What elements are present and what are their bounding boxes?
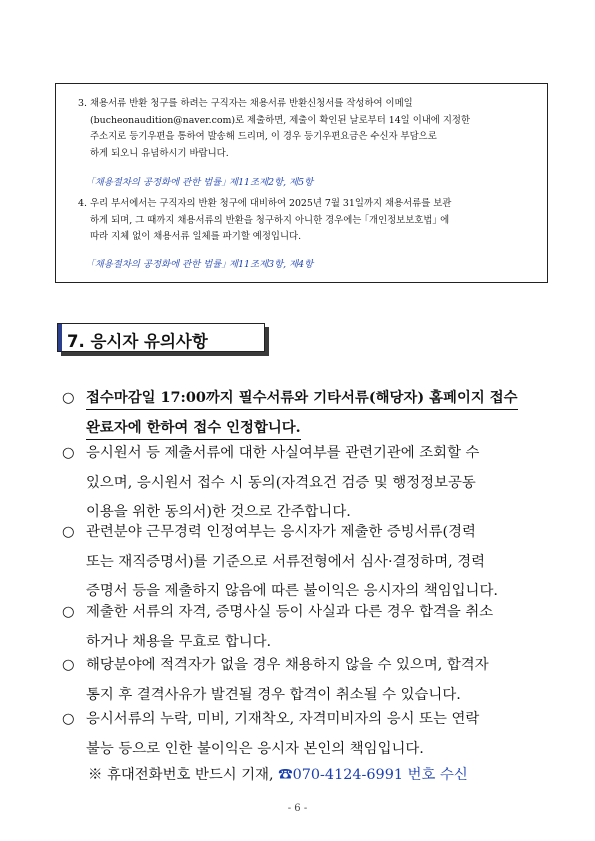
list-item (62, 383, 540, 442)
text-line: 제출한 서류의 자격, 증명사실 등이 사실과 다른 경우 합격을 취소 (86, 604, 494, 620)
text-line: 해당분야에 적격자가 없을 경우 채용하지 않을 수 있으며, 합격자 (86, 657, 489, 673)
text-line: 또는 재직증명서)를 기준으로 서류전형에서 심사·결정하며, 경력 (86, 553, 486, 570)
circle-bullet-icon: ○ (62, 389, 75, 406)
text-line: 관련분야 근무경력 인정여부는 응시자가 제출한 증빙서류(경력 (86, 524, 476, 540)
text-line: 우리 부서에서는 구직자의 반환 청구에 대비하여 2025년 7월 31일까지 채용서류를 보관 (90, 198, 452, 209)
law-reference: ｢채용절차의 공정화에 관한 법률｣ 제11조제3항, 제4항 (90, 259, 314, 270)
text-line: 주소지로 등기우편을 통하여 발송해 드리며, 이 경우 등기우편요금은 수신자 부담으로 (90, 131, 437, 142)
section-title: 7. 응시자 유의사항 (67, 332, 208, 351)
text-line: (bucheonaudition@naver.com)로 제출하면, 제출이 확인된 날로부터 14일 이내에 지정한 (90, 114, 471, 126)
text-line: 있으며, 응시원서 접수 시 동의(자격요건 검증 및 행정정보공동 (86, 474, 476, 491)
item-number: 4. (78, 198, 87, 209)
text-line: 완료자에 한하여 접수 인정합니다. (86, 417, 301, 440)
list-item (62, 705, 540, 764)
circle-bullet-icon: ○ (62, 524, 75, 540)
circle-bullet-icon: ○ (62, 711, 75, 727)
text-line: 증명서 등을 제출하지 않음에 따른 불이익은 응시자의 책임입니다. (86, 583, 498, 599)
section-accent-bar (58, 324, 62, 351)
phone-number: ☎070-4124-6991 번호 수신 (278, 767, 468, 783)
circle-bullet-icon: ○ (62, 657, 75, 673)
section-heading (57, 323, 265, 352)
text-line: 이용을 위한 동의서)한 것으로 간주합니다. (86, 504, 351, 520)
text-line: 채용서류 반환 청구를 하려는 구직자는 채용서류 반환신청서를 작성하여 이메일 (90, 98, 413, 109)
text-line: 하거나 채용을 무효로 합니다. (86, 633, 272, 650)
text-line: 통지 후 결격사유가 발견될 경우 합격이 취소될 수 있습니다. (86, 686, 461, 703)
text-line: 따라 지체 없이 채용서류 일체를 파기할 예정입니다. (90, 231, 302, 242)
law-reference: ｢채용절차의 공정화에 관한 법률｣ 제11조제2항, 제5항 (90, 177, 314, 188)
text-line: 하게 되며, 그 때까지 채용서류의 반환을 청구하지 아니한 경우에는 ｢개인정보보호법｣ 에 (90, 214, 450, 226)
circle-bullet-icon: ○ (62, 445, 75, 461)
text-line: 응시원서 등 제출서류에 대한 사실여부를 관련기관에 조회할 수 (86, 445, 480, 461)
item-number: 3. (78, 98, 87, 109)
text-line: 접수마감일 17:00까지 필수서류와 기타서류(해당자) 홈페이지 접수 (86, 387, 518, 410)
note-prefix: ※ 휴대전화번호 반드시 기재, (88, 767, 274, 783)
list-item (62, 439, 540, 528)
page-number: - 6 - (287, 803, 308, 814)
notice-item-3 (78, 96, 522, 162)
list-item (62, 518, 540, 607)
notice-item-4 (78, 196, 522, 246)
circle-bullet-icon: ○ (62, 604, 75, 620)
text-line: 하게 되오니 유념하시기 바랍니다. (90, 147, 229, 159)
notice-box (55, 83, 548, 283)
text-line: 응시서류의 누락, 미비, 기재착오, 자격미비자의 응시 또는 연락 (86, 711, 480, 727)
list-item (62, 598, 540, 657)
text-line: 불능 등으로 인한 불이익은 응시자 본인의 책임입니다. (86, 740, 424, 757)
phone-note (88, 763, 468, 784)
list-item (62, 651, 540, 710)
